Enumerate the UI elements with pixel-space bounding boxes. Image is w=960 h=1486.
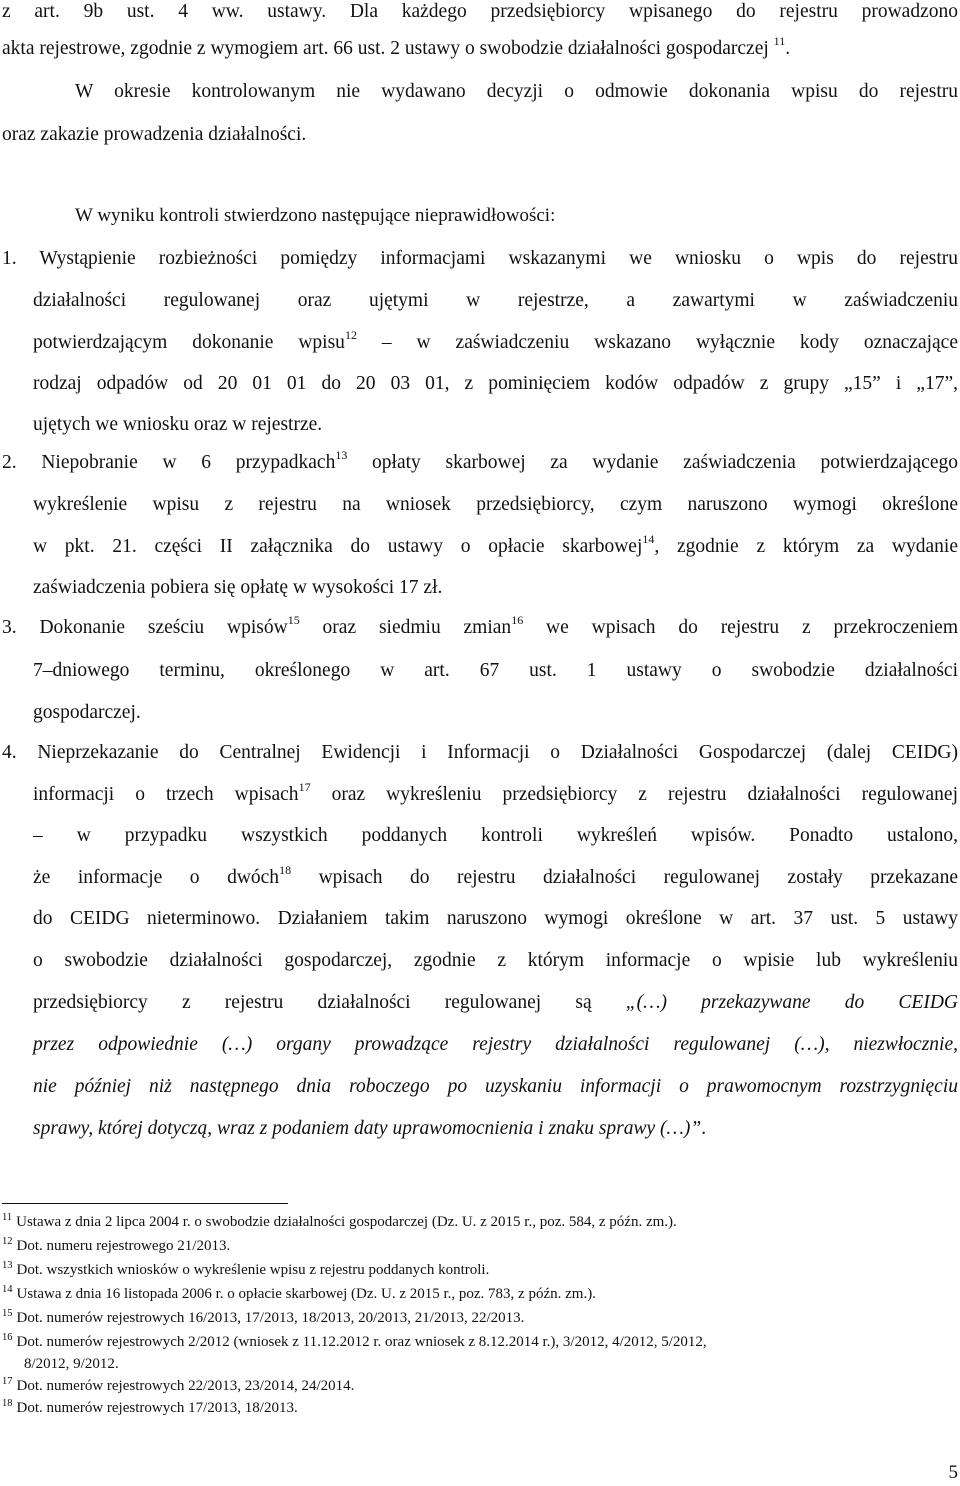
item-3-line-1-a: 3. Dokonanie sześciu wpisów xyxy=(2,617,288,638)
item-4-line-2 xyxy=(33,779,958,807)
intro-line-2 xyxy=(2,33,958,61)
footnote-ref: 18 xyxy=(279,862,292,877)
footnote-text: Ustawa z dnia 2 lipca 2004 r. o swobodzie działalności gospodarczej (Dz. U. z 2015 r., poz. 584, z późn. zm.). xyxy=(16,1214,677,1230)
footnote-16 xyxy=(2,1333,942,1353)
item-4-line-4 xyxy=(33,862,958,890)
item-1-line-1: 1. Wystąpienie rozbieżności pomiędzy informacjami wskazanymi we wniosku o wpis do rejestru xyxy=(2,248,958,269)
item-4-line-4-b: wpisach do rejestru działalności regulowanej zostały przekazane xyxy=(291,867,958,888)
item-2-line-2: wykreślenie wpisu z rejestru na wniosek przedsiębiorcy, czym naruszono wymogi określone xyxy=(33,494,958,515)
footnote-number: 11 xyxy=(2,1212,13,1223)
footnote-ref: 16 xyxy=(511,612,524,627)
item-2-line-1-b: opłaty skarbowej za wydanie zaświadczenia potwierdzającego xyxy=(347,452,958,473)
item-4-line-7-quote: „(…) przekazywane do CEIDG xyxy=(625,992,958,1013)
item-4-line-3: – w przypadku wszystkich poddanych kontroli wykreśleń wpisów. Ponadto ustalono, xyxy=(33,825,958,846)
footnote-text: Dot. numerów rejestrowych 2/2012 (wniosek z 11.12.2012 r. oraz wniosek z 8.12.2014 r.), 3/2012, 4/2012, 5/2012, xyxy=(16,1334,707,1350)
footnote-16-continued: 8/2012, 9/2012. xyxy=(24,1356,119,1372)
item-3-line-1-c: we wpisach do rejestru z przekroczeniem xyxy=(523,617,959,638)
item-2-line-3-b: , zgodnie z którym za wydanie xyxy=(654,536,958,557)
intro-line-3: W okresie kontrolowanym nie wydawano decyzji o odmowie dokonania wpisu do rejestru xyxy=(75,81,958,102)
footnote-ref: 15 xyxy=(287,612,300,627)
footnote-ref: 14 xyxy=(642,531,655,546)
footnote-number: 15 xyxy=(2,1308,13,1319)
footnote-separator xyxy=(2,1203,288,1204)
footnote-number: 16 xyxy=(2,1332,13,1343)
item-3-line-1-b: oraz siedmiu zmian xyxy=(299,617,512,638)
footnote-15 xyxy=(2,1309,942,1329)
footnote-text: Dot. numeru rejestrowego 21/2013. xyxy=(16,1238,231,1254)
item-4-line-10-end: . xyxy=(701,1118,707,1139)
footnote-ref: 12 xyxy=(344,327,357,342)
footnote-17 xyxy=(2,1377,942,1397)
item-4-line-6: o swobodzie działalności gospodarczej, zgodnie z którym informacje o wpisie lub wykreśleniu xyxy=(33,950,958,971)
item-4-line-10-quote: sprawy, której dotyczą, wraz z podaniem daty uprawomocnienia i znaku sprawy (…)” xyxy=(33,1118,702,1139)
item-2-line-1 xyxy=(2,447,958,475)
intro-line-2-end: . xyxy=(785,38,791,59)
footnote-11 xyxy=(2,1213,942,1233)
item-3-line-2: 7–dniowego terminu, określonego w art. 67 ust. 1 ustawy o swobodzie działalności xyxy=(33,660,958,681)
item-4-line-5: do CEIDG nieterminowo. Działaniem takim naruszono wymogi określone w art. 37 ust. 5 ustawy xyxy=(33,908,958,929)
footnote-18 xyxy=(2,1399,942,1419)
item-1-line-3 xyxy=(33,327,958,355)
item-4-line-2-a: informacji o trzech wpisach xyxy=(33,784,299,805)
item-1-line-5: ujętych we wniosku oraz w rejestrze. xyxy=(33,414,323,435)
footnote-ref: 13 xyxy=(335,447,348,462)
item-3-line-1 xyxy=(2,612,959,640)
footnote-number: 12 xyxy=(2,1236,13,1247)
item-3-line-3: gospodarczej. xyxy=(33,702,141,723)
item-2-line-1-a: 2. Niepobranie w 6 przypadkach xyxy=(2,452,336,473)
page-number: 5 xyxy=(948,1462,958,1483)
item-1-line-4: rodzaj odpadów od 20 01 01 do 20 03 01, z pominięciem kodów odpadów z grupy „15” i „17”, xyxy=(33,373,958,394)
intro-line-4: oraz zakazie prowadzenia działalności. xyxy=(2,124,307,145)
item-4-line-7-a: przedsiębiorcy z rejestru działalności regulowanej są xyxy=(33,992,626,1013)
findings-heading: W wyniku kontroli stwierdzono następujące nieprawidłowości: xyxy=(75,205,556,226)
item-4-line-9: nie później niż następnego dnia roboczego po uzyskaniu informacji o prawomocnym rozstrzygnięciu xyxy=(33,1076,958,1097)
footnote-ref: 11 xyxy=(773,33,786,48)
item-4-line-1: 4. Nieprzekazanie do Centralnej Ewidencji i Informacji o Działalności Gospodarczej (dalej CEIDG) xyxy=(2,742,958,763)
footnote-text: Dot. numerów rejestrowych 16/2013, 17/2013, 18/2013, 20/2013, 21/2013, 22/2013. xyxy=(16,1310,525,1326)
footnote-ref: 17 xyxy=(298,779,311,794)
item-2-line-3 xyxy=(33,531,958,559)
intro-line-2-text: akta rejestrowe, zgodnie z wymogiem art. 66 ust. 2 ustawy o swobodzie działalności gospodarczej xyxy=(2,38,769,59)
footnote-14 xyxy=(2,1285,942,1305)
intro-line-1: z art. 9b ust. 4 ww. ustawy. Dla każdego przedsiębiorcy wpisanego do rejestru prowadzono xyxy=(2,1,958,22)
item-4-line-7 xyxy=(33,991,958,1015)
item-4-line-8: przez odpowiednie (…) organy prowadzące rejestry działalności regulowanej (…), niezwłocznie, xyxy=(33,1034,958,1055)
footnote-13 xyxy=(2,1261,942,1281)
item-1-line-2: działalności regulowanej oraz ujętymi w rejestrze, a zawartymi w zaświadczeniu xyxy=(33,290,958,311)
item-4-line-10 xyxy=(33,1117,958,1141)
footnote-12 xyxy=(2,1237,942,1257)
footnote-number: 18 xyxy=(2,1398,13,1409)
item-2-line-4: zaświadczenia pobiera się opłatę w wysokości 17 zł. xyxy=(33,577,443,598)
footnote-text: Dot. wszystkich wniosków o wykreślenie wpisu z rejestru poddanych kontroli. xyxy=(16,1262,490,1278)
item-1-line-3-a: potwierdzającym dokonanie wpisu xyxy=(33,332,345,353)
item-2-line-3-a: w pkt. 21. części II załącznika do ustawy o opłacie skarbowej xyxy=(33,536,643,557)
footnote-text: Dot. numerów rejestrowych 22/2013, 23/2014, 24/2014. xyxy=(16,1378,355,1394)
item-4-line-4-a: że informacje o dwóch xyxy=(33,867,280,888)
footnote-text: Dot. numerów rejestrowych 17/2013, 18/2013. xyxy=(16,1400,298,1416)
footnote-number: 14 xyxy=(2,1284,13,1295)
footnote-number: 17 xyxy=(2,1376,13,1387)
item-4-line-2-b: oraz wykreśleniu przedsiębiorcy z rejestru działalności regulowanej xyxy=(310,784,958,805)
item-1-line-3-b: – w zaświadczeniu wskazano wyłącznie kody oznaczające xyxy=(356,332,958,353)
footnote-text: Ustawa z dnia 16 listopada 2006 r. o opłacie skarbowej (Dz. U. z 2015 r., poz. 783, z późn. zm.). xyxy=(16,1286,596,1302)
footnote-number: 13 xyxy=(2,1260,13,1271)
